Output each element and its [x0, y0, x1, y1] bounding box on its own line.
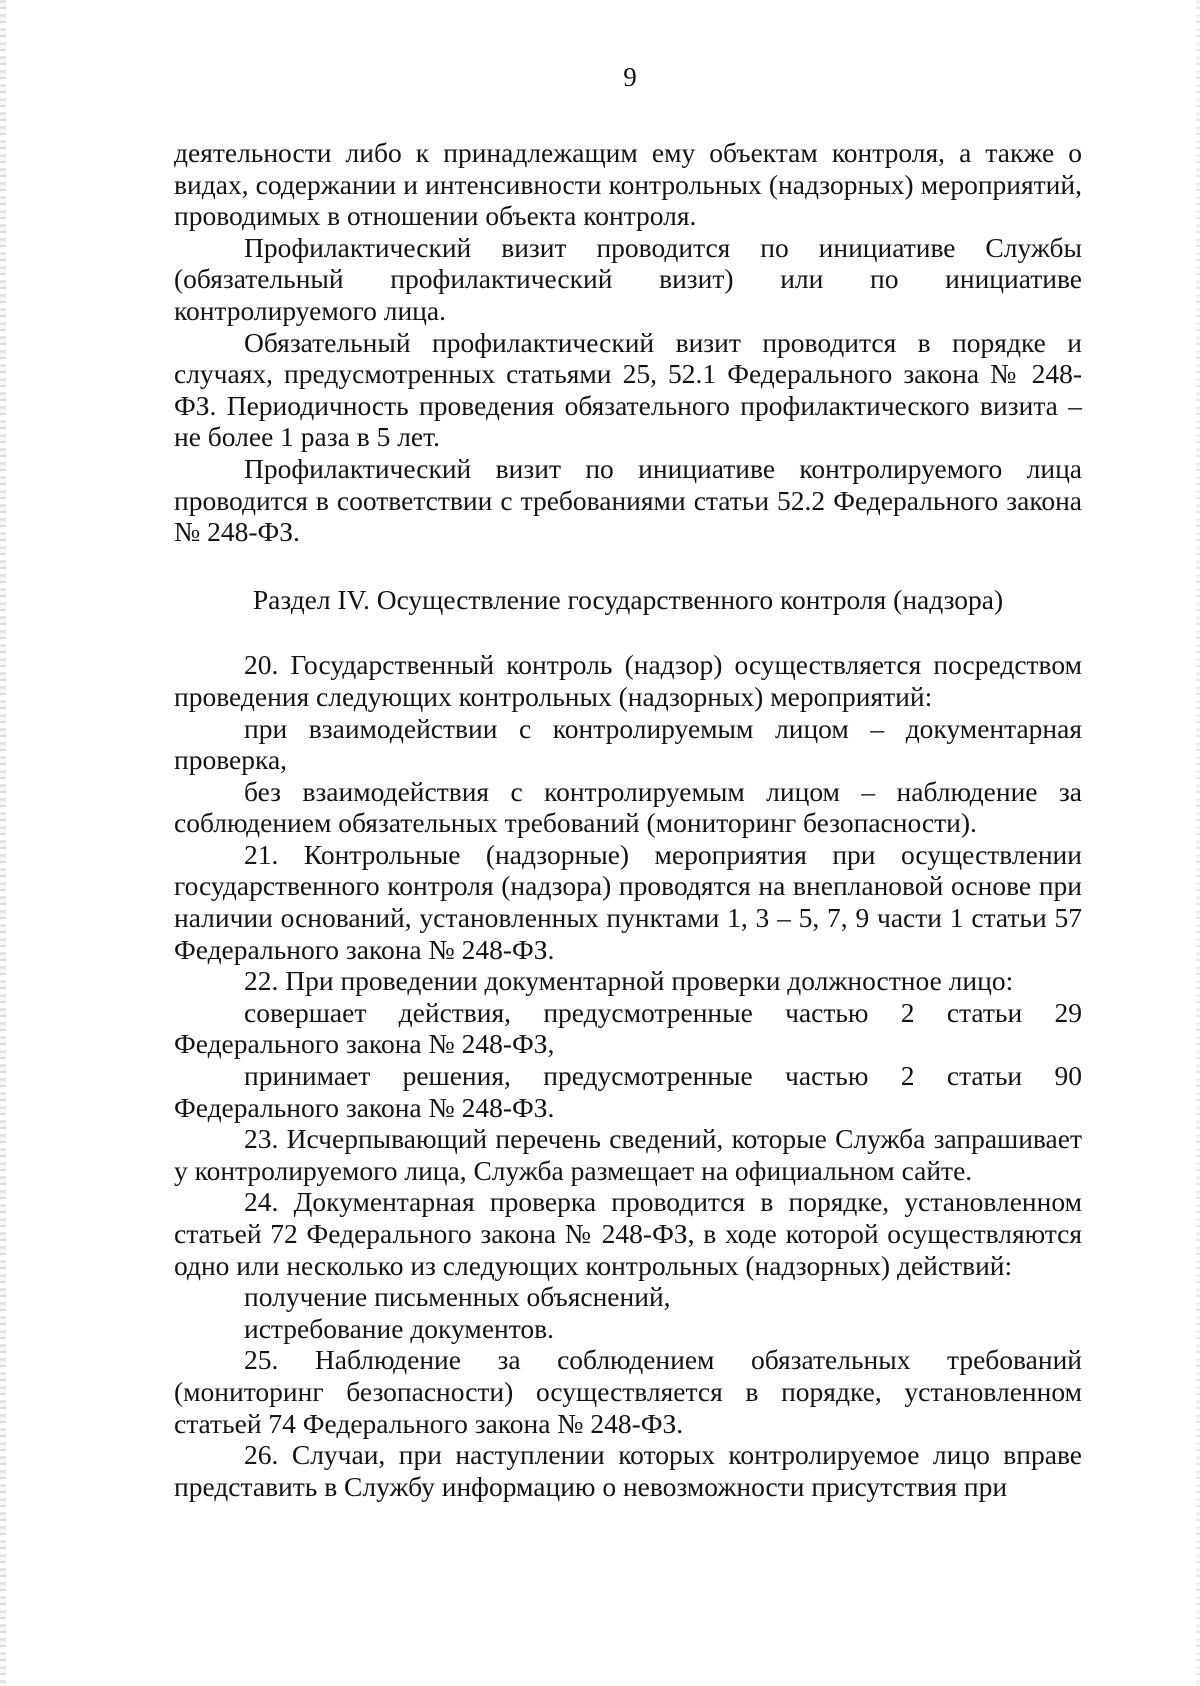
paragraph-24-item-a: получение письменных объяснений,	[244, 1281, 671, 1313]
paragraph-21: 21. Контрольные (надзорные) мероприятия при осуществлении государственного контроля (надзора) проводятся на внеплановой основе при наличии оснований, установленных пунктами 1, 3 – 5, 7, 9 части 1 статьи 57 Федерального закона № 248-ФЗ.	[174, 838, 1082, 965]
page-number: 9	[623, 62, 637, 92]
paragraph-26: 26. Случаи, при наступлении которых контролируемое лицо вправе представить в Службу информацию о невозможности присутствия при	[174, 1439, 1082, 1502]
paragraph-24-item-b: истребование документов.	[244, 1312, 555, 1344]
paragraph-mandatory-visit: Обязательный профилактический визит проводится в порядке и случаях, предусмотренных статьями 25, 52.1 Федерального закона № 248-ФЗ. Периодичность проведения обязательного профилактического визита – не более 1 раза в 5 лет.	[174, 326, 1082, 453]
scan-edge-left	[0, 0, 6, 1686]
section-heading: Раздел IV. Осуществление государственного контроля (надзора)	[252, 583, 1004, 615]
document-body	[174, 137, 1082, 1502]
paragraph-preventive-visit: Профилактический визит проводится по инициативе Службы (обязательный профилактический визит) или по инициативе контролируемого лица.	[174, 231, 1082, 326]
paragraph-22-item-a: совершает действия, предусмотренные частью 2 статьи 29 Федерального закона № 248-ФЗ,	[174, 996, 1082, 1060]
paragraph-20-item-b: без взаимодействия с контролируемым лицом – наблюдение за соблюдением обязательных требований (мониторинг безопасности).	[174, 775, 1082, 839]
paragraph-25: 25. Наблюдение за соблюдением обязательных требований (мониторинг безопасности) осуществляется в порядке, установленном статьей 74 Федерального закона № 248-ФЗ.	[174, 1344, 1082, 1439]
paragraph-22: 22. При проведении документарной проверки должностное лицо:	[244, 965, 1014, 997]
paragraph-visit-by-request: Профилактический визит по инициативе контролируемого лица проводится в соответствии с требованиями статьи 52.2 Федерального закона № 248-ФЗ.	[174, 452, 1082, 548]
paragraph-22-item-b: принимает решения, предусмотренные частью 2 статьи 90 Федерального закона № 248-ФЗ.	[174, 1060, 1082, 1123]
paragraph-continuation: деятельности либо к принадлежащим ему объектам контроля, а также о видах, содержании и интенсивности контрольных (надзорных) мероприятий, проводимых в отношении объекта контроля.	[174, 137, 1082, 232]
scan-edge-right	[1196, 0, 1200, 1686]
paragraph-20: 20. Государственный контроль (надзор) осуществляется посредством проведения следующих контрольных (надзорных) мероприятий:	[174, 649, 1082, 712]
paragraph-24: 24. Документарная проверка проводится в порядке, установленном статьей 72 Федерального закона № 248-ФЗ, в ходе которой осуществляются одно или несколько из следующих контрольных (надзорных) действий:	[174, 1186, 1082, 1281]
paragraph-20-item-a: при взаимодействии с контролируемым лицом – документарная проверка,	[174, 712, 1082, 776]
paragraph-23: 23. Исчерпывающий перечень сведений, которые Служба запрашивает у контролируемого лица, Служба размещает на официальном сайте.	[174, 1123, 1082, 1186]
